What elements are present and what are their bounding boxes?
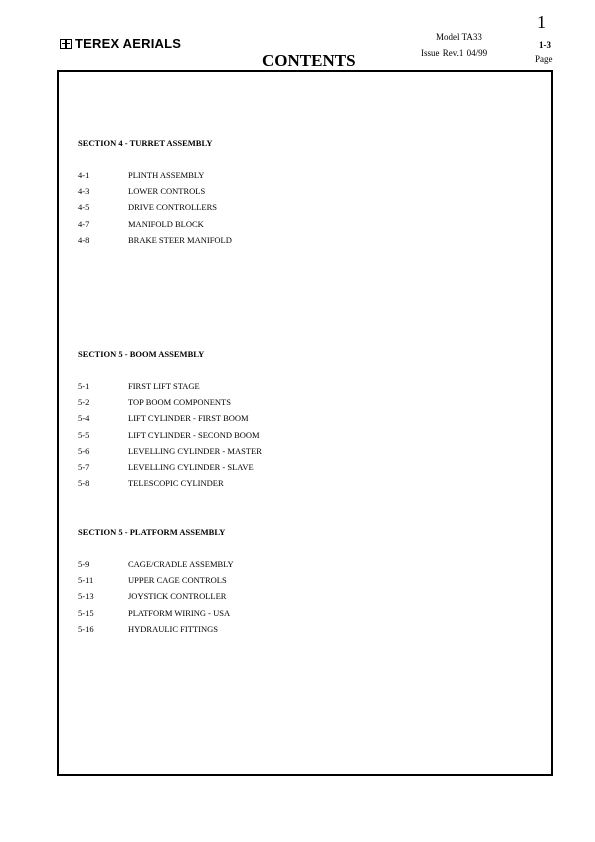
item-number: 4-8 xyxy=(78,235,90,245)
page-label: Page xyxy=(535,54,553,64)
item-number: 4-1 xyxy=(78,170,90,180)
item-number: 5-9 xyxy=(78,559,90,569)
issue-label: Issue Rev.1 04/99 xyxy=(421,48,488,58)
item-title: HYDRAULIC FITTINGS xyxy=(128,624,218,634)
item-number: 5-6 xyxy=(78,446,90,456)
contents-item xyxy=(78,430,260,440)
item-title: TELESCOPIC CYLINDER xyxy=(128,478,224,488)
item-number: 5-4 xyxy=(78,413,90,423)
page-reference: 1-3 xyxy=(539,40,551,50)
contents-item xyxy=(78,478,224,488)
item-number: 4-7 xyxy=(78,219,90,229)
contents-item xyxy=(78,462,254,472)
item-number: 5-2 xyxy=(78,397,90,407)
contents-item xyxy=(78,202,217,212)
item-title: LEVELLING CYLINDER - MASTER xyxy=(128,446,262,456)
item-title: DRIVE CONTROLLERS xyxy=(128,202,218,212)
page-number: 1 xyxy=(537,12,546,32)
item-title: UPPER CAGE CONTROLS xyxy=(128,575,227,585)
terex-logo-icon xyxy=(60,39,72,49)
contents-item xyxy=(78,446,262,456)
contents-item xyxy=(78,235,232,245)
item-number: 5-1 xyxy=(78,381,90,391)
model-label: Model TA33 xyxy=(436,32,482,42)
section-heading-boom: SECTION 5 - BOOM ASSEMBLY xyxy=(78,349,205,359)
contents-item xyxy=(78,381,200,391)
contents-item xyxy=(78,624,218,634)
item-title: LIFT CYLINDER - SECOND BOOM xyxy=(128,430,260,440)
contents-item xyxy=(78,413,249,423)
item-title: CAGE/CRADLE ASSEMBLY xyxy=(128,559,234,569)
item-title: LIFT CYLINDER - FIRST BOOM xyxy=(128,413,249,423)
item-title: BRAKE STEER MANIFOLD xyxy=(128,235,232,245)
item-title: FIRST LIFT STAGE xyxy=(128,381,200,391)
page-title: CONTENTS xyxy=(262,51,356,70)
contents-item xyxy=(78,219,204,229)
item-number: 5-5 xyxy=(78,430,90,440)
item-number: 5-7 xyxy=(78,462,90,472)
contents-item xyxy=(78,559,234,569)
contents-item xyxy=(78,591,226,601)
contents-item xyxy=(78,186,205,196)
item-title: JOYSTICK CONTROLLER xyxy=(128,591,227,601)
item-title: PLATFORM WIRING - USA xyxy=(128,608,231,618)
item-number: 4-5 xyxy=(78,202,90,212)
item-title: LEVELLING CYLINDER - SLAVE xyxy=(128,462,254,472)
section-heading-turret: SECTION 4 - TURRET ASSEMBLY xyxy=(78,138,213,148)
item-title: TOP BOOM COMPONENTS xyxy=(128,397,231,407)
section-heading-platform: SECTION 5 - PLATFORM ASSEMBLY xyxy=(78,527,226,537)
terex-logo xyxy=(60,36,181,51)
item-title: MANIFOLD BLOCK xyxy=(128,219,204,229)
item-title: LOWER CONTROLS xyxy=(128,186,206,196)
item-number: 5-16 xyxy=(78,624,94,634)
contents-item xyxy=(78,575,227,585)
item-number: 5-8 xyxy=(78,478,90,488)
logo-text: TEREX AERIALS xyxy=(75,36,182,51)
item-number: 4-3 xyxy=(78,186,90,196)
item-number: 5-13 xyxy=(78,591,94,601)
item-number: 5-11 xyxy=(78,575,94,585)
contents-item xyxy=(78,170,204,180)
item-title: PLINTH ASSEMBLY xyxy=(128,170,205,180)
item-number: 5-15 xyxy=(78,608,94,618)
contents-item xyxy=(78,608,230,618)
contents-item xyxy=(78,397,231,407)
